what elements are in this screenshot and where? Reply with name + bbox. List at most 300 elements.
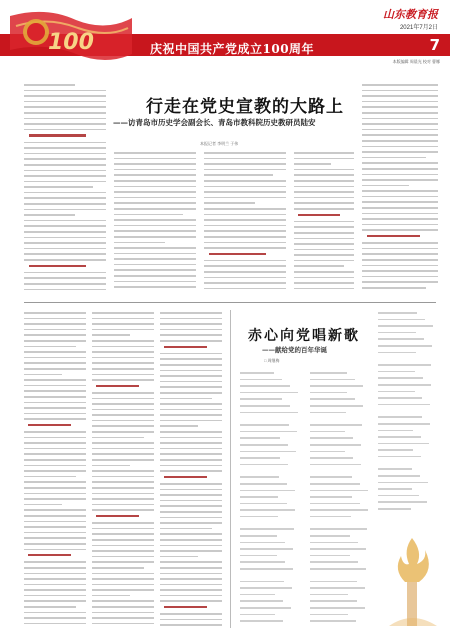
text-line: [24, 402, 86, 404]
poem-line: [310, 594, 348, 596]
text-line: [114, 197, 196, 199]
text-line: [114, 269, 196, 271]
text-line: [29, 134, 86, 136]
text-line: [29, 265, 86, 267]
text-line: [92, 312, 154, 314]
text-line: [362, 196, 438, 198]
text-line: [114, 186, 196, 188]
text-line: [204, 174, 273, 176]
poem-line: [240, 561, 285, 563]
publication-date: 2021年7月2日: [399, 25, 438, 31]
poem-line: [240, 542, 285, 544]
text-line: [92, 606, 154, 608]
poem-line: [310, 451, 345, 453]
text-line: [160, 437, 222, 439]
text-line: [160, 545, 222, 547]
poem-line: [240, 372, 274, 374]
poem-line: [310, 385, 363, 387]
text-line: [164, 476, 207, 478]
text-line: [160, 505, 222, 507]
text-line: [24, 385, 86, 387]
text-line: [24, 442, 86, 444]
text-line: [24, 431, 86, 433]
text-line: [92, 612, 154, 614]
text-line: [24, 567, 86, 569]
text-line: [114, 202, 196, 204]
text-line: [160, 494, 222, 496]
text-line: [160, 398, 212, 400]
poem-line: [310, 509, 368, 511]
text-line: [294, 186, 354, 188]
text-line: [294, 174, 354, 176]
text-line: [160, 511, 222, 513]
text-line: [204, 288, 286, 290]
text-line: [92, 334, 130, 336]
text-line: [362, 185, 409, 187]
poem-line: [240, 620, 283, 622]
text-line: [362, 248, 438, 250]
text-line: [160, 567, 222, 569]
text-line: [362, 90, 438, 92]
poem-line: [240, 555, 277, 557]
text-line: [160, 425, 198, 427]
text-line: [362, 162, 438, 164]
poem-line: [240, 490, 295, 492]
text-line: [24, 600, 86, 602]
text-line: [92, 561, 154, 563]
text-line: [160, 595, 222, 597]
text-line: [96, 515, 139, 517]
poem-line: [310, 437, 353, 439]
text-line: [24, 186, 93, 188]
text-line: [114, 258, 196, 260]
text-line: [204, 260, 286, 262]
text-line: [24, 418, 86, 420]
text-line: [92, 487, 154, 489]
poem-line: [240, 431, 297, 433]
text-line: [24, 192, 106, 194]
text-line: [24, 595, 86, 597]
text-line: [294, 202, 354, 204]
text-line: [24, 175, 106, 177]
text-line: [24, 129, 106, 131]
text-line: [92, 493, 154, 495]
text-line: [24, 147, 106, 149]
text-line: [204, 225, 286, 227]
text-line: [164, 606, 207, 608]
text-line: [204, 282, 286, 284]
text-line: [362, 218, 438, 220]
poem-title: 赤心向党唱新歌: [248, 328, 360, 344]
poem-line: [310, 600, 357, 602]
text-line: [204, 152, 286, 154]
text-line: [294, 191, 354, 193]
poem-column-1: [240, 372, 302, 628]
text-line: [204, 271, 286, 273]
text-line: [92, 351, 154, 353]
text-line: [362, 118, 438, 120]
text-line: [92, 504, 154, 506]
text-line: [24, 84, 75, 86]
poem-line: [310, 587, 365, 589]
text-line: [204, 247, 286, 249]
poem-line: [310, 464, 361, 466]
poem-line: [240, 528, 294, 530]
poem-line: [378, 430, 413, 432]
text-line: [24, 543, 86, 545]
text-line: [24, 170, 106, 172]
poem-line: [240, 581, 284, 583]
text-line: [24, 390, 86, 392]
poem-line: [378, 482, 428, 484]
lower-article-column-1: [24, 312, 86, 628]
text-line: [114, 174, 196, 176]
text-line: [28, 554, 71, 556]
text-line: [24, 573, 86, 575]
text-line: [114, 247, 196, 249]
poem-line: [240, 457, 280, 459]
text-line: [24, 379, 86, 381]
text-line: [92, 368, 154, 370]
text-line: [204, 158, 286, 160]
poem-line: [378, 338, 424, 340]
poem-line: [310, 424, 362, 426]
text-line: [367, 235, 420, 237]
text-line: [294, 277, 354, 279]
text-line: [24, 515, 86, 517]
poem-line: [240, 379, 282, 381]
poem-line: [240, 464, 288, 466]
text-line: [24, 584, 86, 586]
text-line: [92, 589, 154, 591]
text-line: [24, 253, 106, 255]
text-line: [362, 106, 438, 108]
poem-line: [378, 416, 422, 418]
poem-line: [240, 503, 287, 505]
text-line: [160, 613, 222, 615]
text-line: [362, 265, 438, 267]
poem-line: [378, 501, 427, 503]
text-line: [160, 459, 222, 461]
poem-line: [378, 508, 411, 510]
poem-line: [310, 568, 366, 570]
text-line: [294, 169, 354, 171]
poem-line: [240, 548, 293, 550]
text-line: [160, 470, 222, 472]
text-line: [24, 521, 86, 523]
text-line: [24, 237, 106, 239]
text-line: [204, 197, 286, 199]
poem-line: [310, 561, 358, 563]
text-line: [114, 152, 196, 154]
text-line: [114, 163, 196, 165]
text-line: [114, 236, 196, 238]
text-line: [160, 329, 222, 331]
text-line: [294, 221, 354, 223]
text-line: [114, 219, 196, 221]
text-line: [160, 522, 222, 524]
poem-line: [310, 535, 350, 537]
text-line: [24, 374, 62, 376]
poem-line: [240, 444, 288, 446]
text-line: [92, 545, 154, 547]
text-line: [92, 465, 130, 467]
text-line: [24, 90, 106, 92]
text-line: [92, 573, 154, 575]
text-line: [362, 242, 438, 244]
text-line: [362, 276, 438, 278]
main-article-column-2: [114, 152, 196, 296]
text-line: [92, 357, 154, 359]
text-line: [294, 288, 354, 290]
text-line: [362, 157, 426, 159]
text-line: [92, 403, 154, 405]
text-line: [294, 249, 354, 251]
anniversary-title: 庆祝中国共产党成立100周年: [150, 42, 315, 56]
text-line: [204, 214, 286, 216]
text-line: [92, 346, 154, 348]
poem-line: [310, 392, 347, 394]
text-line: [204, 208, 286, 210]
text-line: [24, 323, 86, 325]
text-line: [114, 230, 196, 232]
poem-line: [378, 325, 433, 327]
poem-line: [378, 436, 421, 438]
text-line: [92, 420, 154, 422]
text-line: [294, 152, 354, 154]
poem-line: [240, 535, 277, 537]
text-line: [24, 203, 106, 205]
text-line: [160, 381, 222, 383]
text-line: [362, 101, 438, 103]
text-line: [24, 220, 106, 222]
text-line: [362, 174, 438, 176]
text-line: [92, 409, 154, 411]
text-line: [114, 264, 196, 266]
text-line: [24, 225, 106, 227]
poem-line: [240, 614, 275, 616]
text-line: [114, 225, 196, 227]
text-line: [24, 368, 86, 370]
text-line: [362, 112, 438, 114]
text-line: [92, 595, 130, 597]
text-line: [362, 281, 438, 283]
poem-line: [240, 496, 278, 498]
text-line: [160, 364, 222, 366]
main-article-subtitle: ——访青岛市历史学会副会长、青岛市教科院历史教研员陆安: [113, 118, 316, 127]
text-line: [24, 476, 76, 478]
text-line: [160, 561, 222, 563]
text-line: [92, 442, 154, 444]
text-line: [294, 271, 354, 273]
poem-line: [378, 468, 412, 470]
text-line: [114, 191, 196, 193]
text-line: [298, 214, 340, 216]
text-line: [24, 101, 106, 103]
text-line: [160, 578, 222, 580]
text-line: [24, 340, 86, 342]
text-line: [114, 158, 196, 160]
text-line: [24, 158, 106, 160]
text-line: [362, 229, 438, 231]
text-line: [24, 509, 86, 511]
text-line: [28, 424, 71, 426]
text-line: [114, 242, 165, 244]
text-line: [362, 259, 438, 261]
text-line: [92, 448, 154, 450]
text-line: [362, 190, 438, 192]
text-line: [92, 329, 154, 331]
text-line: [204, 169, 286, 171]
poem-line: [378, 319, 425, 321]
text-line: [160, 619, 222, 621]
text-line: [24, 549, 86, 551]
text-line: [114, 253, 196, 255]
poem-line: [240, 385, 290, 387]
text-line: [362, 213, 438, 215]
text-line: [160, 370, 222, 372]
poem-line: [240, 451, 296, 453]
text-line: [24, 289, 106, 291]
poem-line: [240, 437, 280, 439]
text-line: [160, 334, 222, 336]
text-line: [294, 254, 354, 256]
text-line: [24, 334, 86, 336]
poem-line: [378, 404, 430, 406]
text-line: [204, 191, 286, 193]
poem-line: [240, 424, 289, 426]
poem-line: [378, 443, 429, 445]
text-line: [24, 612, 86, 614]
text-line: [294, 265, 344, 267]
text-line: [92, 425, 154, 427]
text-line: [24, 209, 106, 211]
text-line: [160, 323, 222, 325]
poem-line: [310, 398, 355, 400]
lower-article-column-2: [92, 312, 154, 628]
text-line: [160, 539, 222, 541]
main-article-column-4: [294, 152, 354, 296]
text-line: [24, 481, 86, 483]
text-line: [24, 329, 86, 331]
text-line: [204, 202, 255, 204]
text-line: [160, 420, 222, 422]
text-line: [92, 539, 154, 541]
poem-line: [378, 332, 416, 334]
text-line: [24, 283, 106, 285]
main-article-column-3: [204, 152, 286, 296]
poem-line: [310, 548, 366, 550]
text-line: [92, 340, 154, 342]
poem-line: [240, 412, 298, 414]
text-line: [24, 153, 106, 155]
poem-line: [240, 600, 283, 602]
text-line: [204, 230, 286, 232]
poem-line: [310, 476, 352, 478]
text-line: [92, 578, 154, 580]
text-line: [160, 556, 198, 558]
text-line: [24, 487, 86, 489]
text-line: [294, 163, 331, 165]
poem-line: [378, 495, 419, 497]
text-line: [160, 431, 222, 433]
text-line: [24, 277, 106, 279]
text-line: [24, 448, 86, 450]
text-line: [24, 231, 106, 233]
text-line: [92, 567, 144, 569]
text-line: [114, 286, 196, 288]
text-line: [160, 386, 222, 388]
text-line: [114, 180, 196, 182]
text-line: [114, 275, 196, 277]
poem-line: [310, 620, 356, 622]
text-line: [24, 95, 106, 97]
poem-line: [310, 528, 367, 530]
poem-line: [378, 475, 420, 477]
text-line: [24, 248, 106, 250]
text-line: [92, 584, 154, 586]
text-line: [92, 509, 154, 511]
poem-line: [378, 515, 438, 521]
text-line: [204, 265, 286, 267]
text-line: [204, 186, 286, 188]
poem-line: [310, 496, 352, 498]
text-line: [24, 312, 86, 314]
text-line: [160, 358, 222, 360]
text-line: [24, 526, 86, 528]
text-line: [92, 323, 154, 325]
text-line: [160, 409, 222, 411]
text-line: [92, 600, 154, 602]
text-line: [24, 272, 106, 274]
text-line: [160, 528, 212, 530]
text-line: [92, 398, 154, 400]
text-line: [24, 537, 86, 539]
text-line: [362, 253, 438, 255]
poem-author: □ 周继梅: [264, 358, 280, 363]
text-line: [92, 437, 144, 439]
text-line: [294, 180, 354, 182]
poem-line: [240, 392, 298, 394]
centenary-number: 100: [48, 30, 94, 55]
poem-line: [378, 345, 432, 347]
text-line: [24, 112, 106, 114]
text-line: [24, 617, 86, 619]
text-line: [24, 413, 86, 415]
poem-line: [378, 456, 421, 458]
text-line: [92, 498, 154, 500]
text-line: [92, 453, 154, 455]
text-line: [204, 277, 286, 279]
lower-article-column-3: [160, 312, 222, 628]
text-line: [294, 208, 354, 210]
text-line: [362, 129, 438, 131]
text-line: [204, 163, 286, 165]
poem-line: [378, 449, 413, 451]
text-line: [24, 214, 75, 216]
text-line: [362, 140, 438, 142]
text-line: [362, 270, 438, 272]
text-line: [160, 442, 222, 444]
text-line: [160, 403, 222, 405]
text-line: [160, 448, 222, 450]
text-line: [362, 123, 438, 125]
poem-column-2: [310, 372, 372, 628]
text-line: [362, 146, 438, 148]
text-line: [24, 532, 86, 534]
text-line: [294, 197, 354, 199]
text-line: [24, 318, 86, 320]
